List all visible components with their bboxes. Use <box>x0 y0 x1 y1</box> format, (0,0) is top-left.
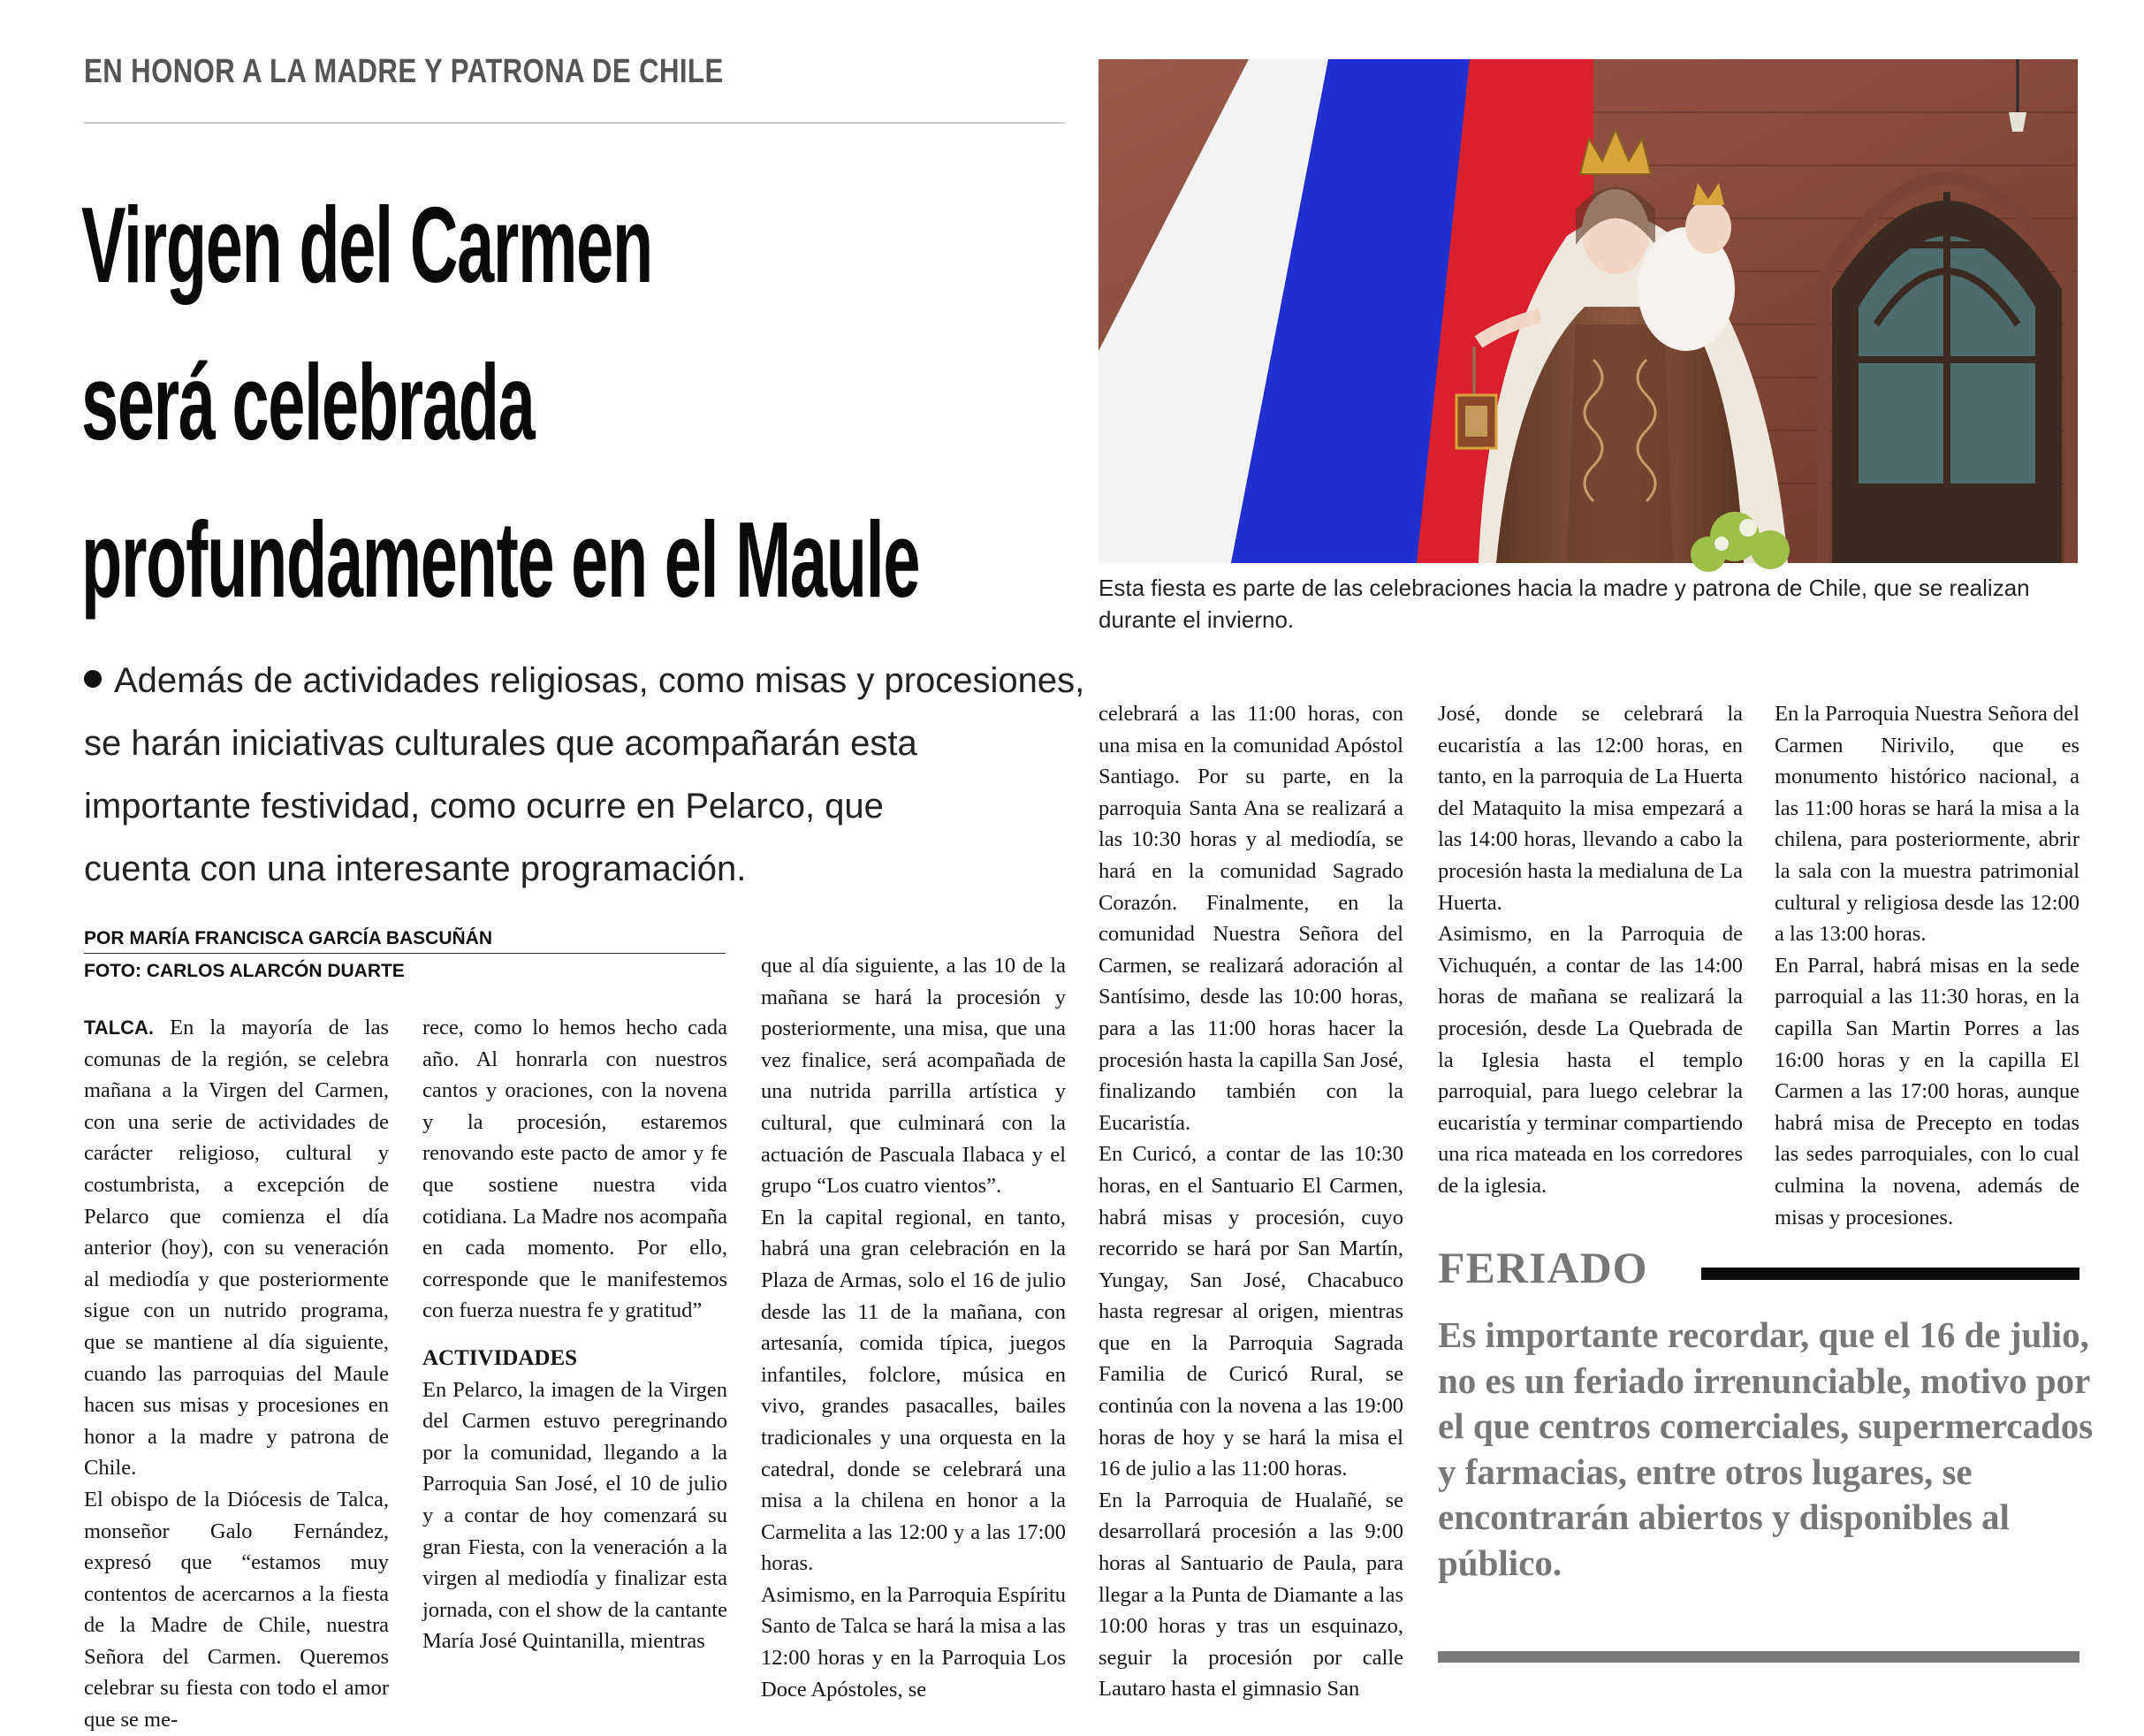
paragraph: En la mayoría de las comunas de la región, se celebra mañana a la Virgen del Carmen, con una serie de actividades de carácter religioso, cultural y costumbrista, a excepción de Pelarco que comienza el día anterior (hoy), con su veneración al mediodía y que posteriormente sigue con un nutrido programa, que se mantiene al día siguiente, cuando las parroquias del Maule hacen sus misas y procesiones en honor a la madre y patrona de Chile. <box>84 1016 389 1481</box>
deck-line-2: se harán iniciativas culturales que acompañarán esta <box>84 724 917 763</box>
paragraph: Asimismo, en la Parroquia de Vichuquén, a contar de las 14:00 horas de mañana se realizará la procesión, desde La Quebrada de la Iglesia hasta el templo parroquial, para luego celebrar la eucaristía y terminar compartiendo una rica mateada en los corredores de la iglesia. <box>1438 922 1743 1198</box>
photo-credit: FOTO: CARLOS ALARCÓN DUARTE <box>84 961 405 981</box>
dateline: TALCA. <box>84 1016 155 1039</box>
author-credit: POR MARÍA FRANCISCA GARCÍA BASCUÑÁN <box>84 925 726 954</box>
section-kicker: EN HONOR A LA MADRE Y PATRONA DE CHILE <box>84 53 724 90</box>
byline <box>84 925 726 986</box>
headline-line-3: profundamente en el Maule <box>81 499 920 620</box>
headline-line-2: será celebrada <box>81 342 535 462</box>
paragraph: Asimismo, en la Parroquia Espíritu Santo de Talca se hará la misa a las 12:00 horas y en la Parroquia Los Doce Apóstoles, se <box>761 1582 1066 1702</box>
photo-caption: Esta fiesta es parte de las celebraciones hacia la madre y patrona de Chile, que se realizan durante el invierno. <box>1099 575 2030 633</box>
paragraph: En la Parroquia Nuestra Señora del Carmen Nirivilo, que es monumento histórico nacional, a las 11:00 horas se hará la misa a la chilena, para posteriormente, abrir la sala con la muestra patrimonial cultural y religiosa desde las 12:00 a las 13:00 horas. <box>1775 702 2079 947</box>
article-photo <box>1099 59 2078 563</box>
paragraph: En Curicó, a contar de las 10:30 horas, en el Santuario El Carmen, habrá misas y procesión, cuyo recorrido se hará por San Martín, Yungay, San José, Chacabuco hasta regresar al origen, mientras que en la Parroquia Sagrada Familia de Curicó Rural, se continúa con la novena a las 19:00 horas de hoy y se hará la misa el 16 de julio a las 11:00 horas. <box>1099 1142 1403 1481</box>
section-subhead: ACTIVIDADES <box>422 1345 578 1370</box>
virgin-statue-photo <box>1099 59 2078 563</box>
kicker-divider <box>84 122 1065 124</box>
body-column-6 <box>1775 698 2079 1230</box>
deck <box>84 650 1100 901</box>
body-column-1 <box>84 1012 389 1732</box>
body-column-3 <box>761 950 1066 1702</box>
paragraph: que al día siguiente, a las 10 de la mañana se hará la procesión y posteriormente, una misa, que una vez finalice, será acompañada de una nutrida parrilla artística y cultural, que culminará con la actuación de Pascuala Ilabaca y el grupo “Los cuatro vientos”. <box>761 954 1066 1199</box>
paragraph: José, donde se celebrará la eucaristía a las 12:00 horas, en tanto, en la parroquia de La Huerta del Mataquito la misa empezará a las 14:00 horas, llevando a cabo la procesión hasta la medialuna de La Huerta. <box>1438 702 1743 915</box>
feriado-title: FERIADO <box>1438 1243 1648 1292</box>
body-column-5 <box>1438 698 1743 1211</box>
paragraph: En la capital regional, en tanto, habrá una gran celebración en la Plaza de Armas, solo el 16 de julio desde las 11 de la mañana, con artesanía, comida típica, juegos infantiles, folclore, música en vivo, grandes pasacalles, bailes tradicionales y una orquesta en la catedral, donde se celebrará una misa a la chilena en honor a la Carmelita a las 12:00 y a las 17:00 horas. <box>761 1205 1066 1576</box>
headline <box>81 166 920 638</box>
headline-line-1: Virgen del Carmen <box>81 185 652 305</box>
body-column-2 <box>422 1012 727 1693</box>
feriado-text: Es importante recordar, que el 16 de julio, no es un feriado irrenunciable, motivo por el que centros comerciales, supermercados y farmacias, entre otros lugares, se encontrarán abiertos y disponibles al público. <box>1438 1314 2094 1583</box>
feriado-bottom-rule <box>1438 1651 2079 1663</box>
paragraph: En Pelarco, la imagen de la Virgen del Carmen estuvo peregrinando por la comunidad, llegando a la Parroquia San José, el 10 de julio y a contar de hoy comenzará su gran Fiesta, con la veneración a la virgen al mediodía y finalizar esta jornada, con el show de la cantante María José Quintanilla, mientras <box>422 1377 727 1654</box>
paragraph: rece, como lo hemos hecho cada año. Al honrarla con nuestros cantos y oraciones, con la novena y la procesión, estaremos renovando este pacto de amor y fe que sostiene nuestra vida cotidiana. La Madre nos acompaña en cada momento. Por ello, corresponde que le manifestemos con fuerza nuestra fe y gratitud” <box>422 1016 727 1323</box>
paragraph: En la Parroquia de Hualañé, se desarrollará procesión a las 9:00 horas al Santuario de Paula, para llegar a la Punta de Diamante a las 10:00 horas y tras un esquinazo, seguir la procesión por calle Lautaro hasta el gimnasio San <box>1099 1488 1403 1702</box>
feriado-title-bar <box>1701 1268 2079 1280</box>
bullet-icon <box>84 670 102 688</box>
paragraph: El obispo de la Diócesis de Talca, monseñor Galo Fernández, expresó que “estamos muy contentos de acercarnos a la fiesta de la Madre de Chile, nuestra Señora del Carmen. Queremos celebrar su fiesta con todo el amor que se me- <box>84 1487 389 1732</box>
paragraph: celebrará a las 11:00 horas, con una misa en la comunidad Apóstol Santiago. Por su parte, en la parroquia Santa Ana se realizará a las 10:30 horas y al mediodía, se hará en la comunidad Sagrado Corazón. Finalmente, en la comunidad Nuestra Señora del Carmen, se realizará adoración al Santísimo, desde las 10:00 horas, para a las 11:00 horas hacer la procesión hasta la capilla San José, finalizando también con la Eucaristía. <box>1099 702 1403 1135</box>
deck-line-3: importante festividad, como ocurre en Pelarco, que <box>84 787 884 826</box>
deck-line-1: Además de actividades religiosas, como misas y procesiones, <box>84 650 1100 712</box>
deck-line-4: cuenta con una interesante programación. <box>84 849 747 888</box>
body-column-4 <box>1099 698 1403 1702</box>
paragraph: En Parral, habrá misas en la sede parroquial a las 11:30 horas, en la capilla San Martin Porres a las 16:00 horas y en la capilla El Carmen a las 17:00 horas, aunque habrá misa de Precepto en todas las sedes parroquiales, con lo cual culmina la novena, además de misas y procesiones. <box>1775 953 2079 1230</box>
